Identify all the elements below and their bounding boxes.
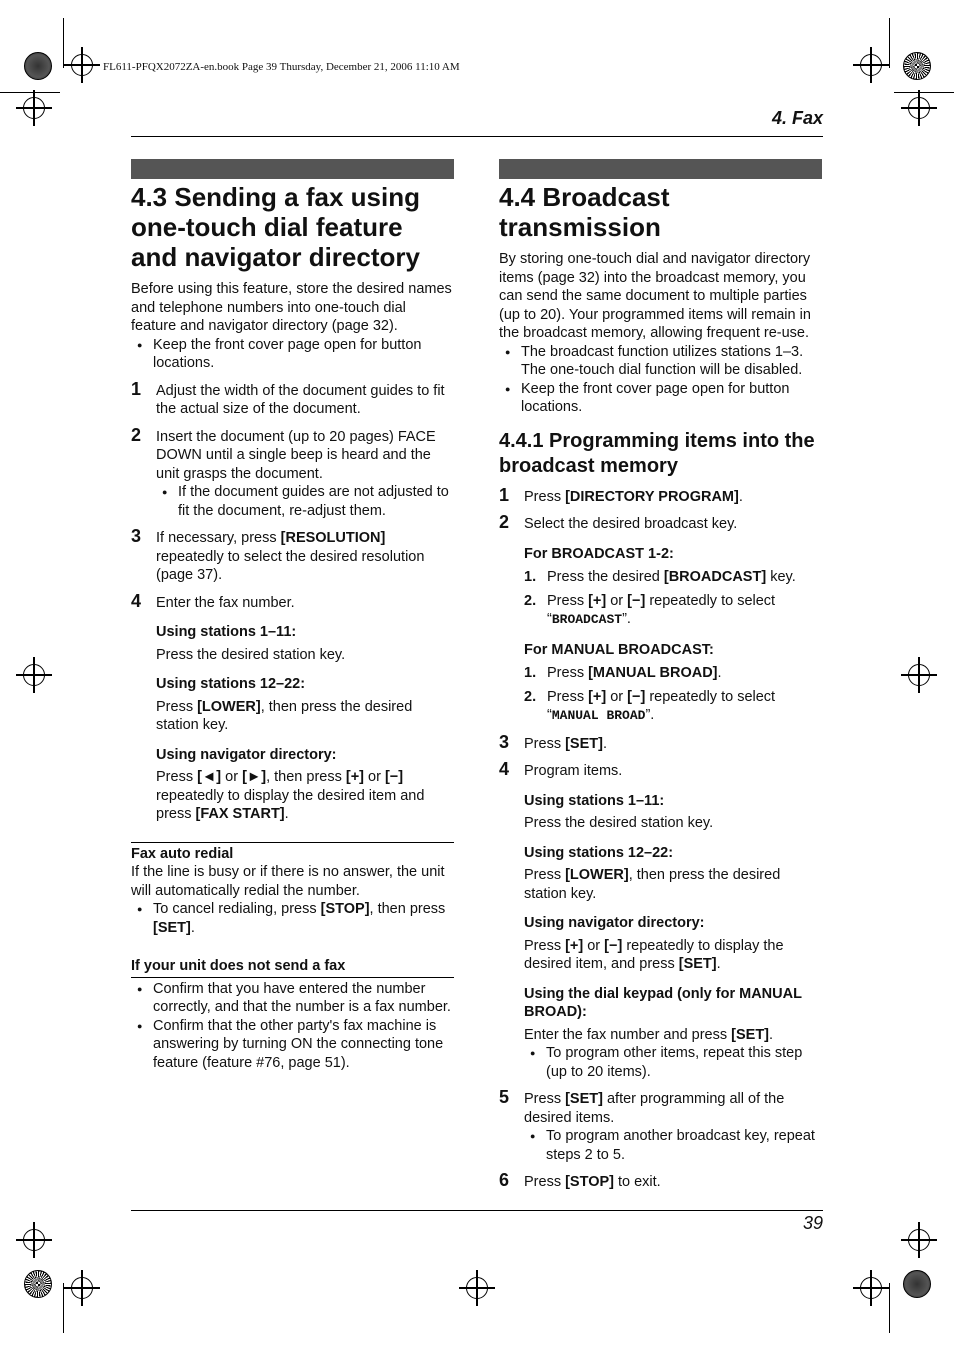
navigator-label: Using navigator directory: <box>156 746 337 763</box>
registration-mark <box>23 1229 45 1251</box>
fax-auto-redial-text: If the line is busy or if there is no answer, the unit will automatically redial the number. <box>131 864 445 899</box>
running-header: 4. Fax <box>771 108 823 128</box>
intro-bullet: ● Keep the front cover page open for button locations. <box>131 336 454 373</box>
section-bar-right <box>499 159 822 179</box>
r-step-4: 4 Program items. <box>499 759 623 779</box>
crop-line <box>889 1283 890 1333</box>
directory-program-key: [DIRECTORY PROGRAM] <box>565 488 739 505</box>
broadcast-intro: By storing one-touch dial and navigator directory items (page 32) into the broadcast memory, you can send the same document to multiple parties (up to 20). Your programmed items will remain in the broadcast memory, allowing frequent re-use. <box>499 251 811 341</box>
step-3: 3 If necessary, press [RESOLUTION] repeatedly to select the desired resolution (page 37). <box>131 526 425 583</box>
bc-substep-1: 1. Press the desired [BROADCAST] key. <box>524 569 796 585</box>
r-step-6: 6 Press [STOP] to exit. <box>499 1170 661 1190</box>
minus-key: [−] <box>384 769 404 785</box>
fax-auto-redial-bullet: ● To cancel redialing, press [STOP], then press [SET]. <box>131 900 454 937</box>
set-key: [SET] <box>678 956 717 972</box>
display-text-broadcast: BROADCAST <box>551 612 623 627</box>
dial-keypad-bullet: ● To program other items, repeat this step (up to 20 items). <box>524 1044 822 1081</box>
plus-key: [+] <box>588 688 607 705</box>
right-column <box>499 182 822 1192</box>
color-target-top-right <box>903 52 931 80</box>
registration-mark <box>71 54 93 76</box>
stations-1-11-text: Press the desired station key. <box>156 646 346 663</box>
bc-substep-2: 2. Press [+] or [−] repeatedly to select “BROADCAST”. <box>524 592 776 627</box>
dial-keypad-text: Enter the fax number and press [SET]. <box>524 1026 774 1043</box>
color-target-bottom-left <box>24 1270 52 1298</box>
r-stations-12-22-text: Press [LOWER], then press the desired station key. <box>524 867 781 902</box>
step-4: 4 Enter the fax number. <box>131 590 295 611</box>
fax-start-key: [FAX START] <box>195 806 285 822</box>
left-column <box>131 182 454 1072</box>
step-1: 1 Adjust the width of the document guides to fit the actual size of the document. <box>131 378 445 417</box>
minus-key: [−] <box>627 688 646 705</box>
section-bar-left <box>131 159 454 179</box>
manual-broad-key: [MANUAL BROAD] <box>588 665 718 681</box>
crop-line <box>63 1283 64 1333</box>
stations-12-22-text: Press [LOWER], then press the desired station key. <box>156 698 413 733</box>
manual-broadcast-label: For MANUAL BROADCAST: <box>524 641 714 658</box>
step-number: 3 <box>131 526 142 546</box>
registration-mark <box>908 97 930 119</box>
page-number: 39 <box>802 1213 823 1233</box>
fax-auto-redial-heading: Fax auto redial <box>131 845 234 862</box>
r-navigator-text: Press [+] or [−] repeatedly to display the desired item, and press [SET]. <box>524 937 784 972</box>
step-number: 2 <box>499 512 510 532</box>
r-step-3: 3 Press [SET]. <box>499 731 607 752</box>
step-number: 1 <box>131 378 142 399</box>
not-send-bullet-2: ● Confirm that the other party's fax machine is answering by turning ON the connecting tone feature (feature #76, page 51). <box>131 1017 454 1073</box>
step-number: 5 <box>499 1087 510 1107</box>
lower-key: [LOWER] <box>565 867 629 883</box>
set-key: [SET] <box>153 919 191 936</box>
registration-mark <box>908 1229 930 1251</box>
step-number: 1 <box>499 484 510 505</box>
crop-line <box>889 18 890 68</box>
registration-mark <box>23 97 45 119</box>
lower-key: [LOWER] <box>197 698 261 715</box>
set-key: [SET] <box>565 1091 603 1107</box>
not-send-heading-wrap <box>131 957 454 978</box>
registration-mark <box>23 664 45 686</box>
r-step-1: 1 Press [DIRECTORY PROGRAM]. <box>499 484 743 505</box>
dial-keypad-label: Using the dial keypad (only for MANUAL BROAD): <box>524 985 802 1020</box>
resolution-key: [RESOLUTION] <box>280 530 386 546</box>
set-key: [SET] <box>565 735 603 752</box>
crop-line <box>0 92 60 93</box>
step-number: 4 <box>131 590 142 611</box>
broadcast-key: [BROADCAST] <box>663 569 767 585</box>
right-arrow-key: [►] <box>242 769 267 785</box>
file-info-line: FL611-PFQX2072ZA-en.book Page 39 Thursday, December 21, 2006 11:10 AM <box>103 61 460 73</box>
broadcast-bullet-1: ● The broadcast function utilizes stations 1–3. The one-touch dial function will be disabled. <box>499 343 822 380</box>
left-arrow-key: [◄] <box>197 769 222 785</box>
plus-key: [+] <box>588 592 607 609</box>
section-title-4-4: 4.4 Broadcast transmission <box>499 182 670 242</box>
set-key: [SET] <box>731 1026 770 1043</box>
registration-mark <box>908 664 930 686</box>
stop-key: [STOP] <box>565 1174 614 1190</box>
step-2: 2 Insert the document (up to 20 pages) FACE DOWN until a single beep is heard and the unit grasps the document. ● If the document guides are not adjusted to fit the document, re-adjust them. <box>131 428 454 521</box>
plus-key: [+] <box>345 769 364 785</box>
fax-auto-redial-box <box>131 842 454 938</box>
broadcast-1-2-label: For BROADCAST 1-2: <box>524 545 674 562</box>
crop-line <box>894 92 954 93</box>
plus-key: [+] <box>565 937 584 954</box>
r-stations-1-11-text: Press the desired station key. <box>524 815 714 831</box>
minus-key: [−] <box>627 592 646 609</box>
subsection-title-4-4-1: 4.4.1 Programming items into the broadcast memory <box>499 429 815 477</box>
stations-1-11-label: Using stations 1–11: <box>156 624 297 640</box>
color-target-top-left <box>24 52 52 80</box>
stop-key: [STOP] <box>320 901 370 917</box>
registration-mark <box>860 54 882 76</box>
crop-line <box>63 18 64 68</box>
stations-12-22-label: Using stations 12–22: <box>156 676 306 692</box>
footer-rule <box>131 1210 823 1211</box>
navigator-text: Press [◄] or [►], then press [+] or [−] repeatedly to display the desired item and press [FAX START]. <box>156 769 425 822</box>
not-send-bullet-1: ● Confirm that you have entered the number correctly, and that the number is a fax number. <box>131 980 454 1017</box>
minus-key: [−] <box>604 937 623 954</box>
broadcast-bullet-2: ● Keep the front cover page open for button locations. <box>499 380 822 417</box>
display-text-manual-broad: MANUAL BROAD <box>551 708 646 723</box>
step-5-bullet: ● To program another broadcast key, repeat steps 2 to 5. <box>524 1127 822 1164</box>
color-target-bottom-right <box>903 1270 931 1298</box>
section-title-4-3: 4.3 Sending a fax using one-touch dial feature and navigator directory <box>131 182 420 272</box>
step-2-bullet: ● If the document guides are not adjusted to fit the document, re-adjust them. <box>156 483 454 520</box>
registration-mark <box>860 1277 882 1299</box>
step-number: 2 <box>131 424 142 445</box>
mb-substep-1: 1. Press [MANUAL BROAD]. <box>524 665 722 681</box>
registration-mark <box>466 1277 488 1299</box>
r-stations-12-22-label: Using stations 12–22: <box>524 844 674 861</box>
step-number: 3 <box>499 731 510 752</box>
r-navigator-label: Using navigator directory: <box>524 915 705 931</box>
step-number: 6 <box>499 1170 510 1190</box>
registration-mark <box>71 1277 93 1299</box>
intro-text: Before using this feature, store the desired names and telephone numbers into one-touch dial feature and navigator directory (page 32). <box>131 281 452 334</box>
r-stations-1-11-label: Using stations 1–11: <box>524 792 665 809</box>
r-step-2: 2 Select the desired broadcast key. <box>499 512 738 532</box>
r-step-5: 5 Press [SET] after programming all of the desired items. ● To program another broadcast key, repeat steps 2 to 5. <box>499 1090 822 1164</box>
step-number: 4 <box>499 759 510 779</box>
header-rule <box>131 136 823 137</box>
not-send-heading: If your unit does not send a fax <box>131 958 346 974</box>
mb-substep-2: 2. Press [+] or [−] repeatedly to select “MANUAL BROAD”. <box>524 688 776 723</box>
